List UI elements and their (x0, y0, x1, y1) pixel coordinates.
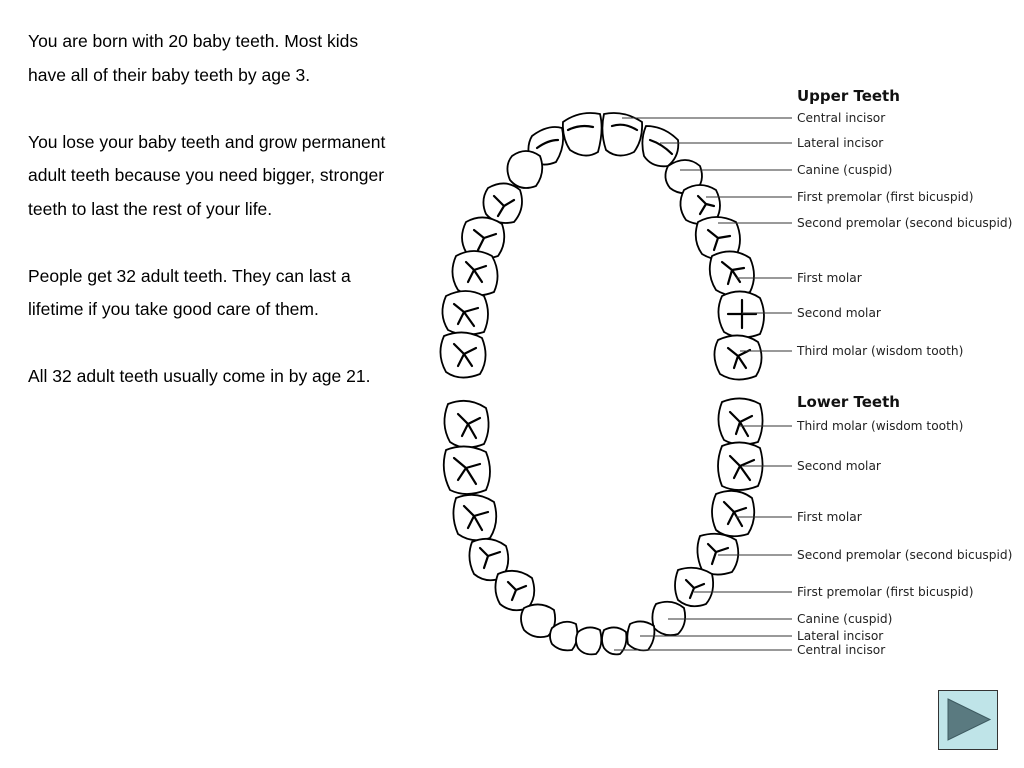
lower-label-first-premolar: First premolar (first bicuspid) (797, 585, 974, 599)
lower-label-lateral-incisor: Lateral incisor (797, 629, 884, 643)
upper-label-lateral-incisor: Lateral incisor (797, 136, 884, 150)
text-line: You lose your baby teeth and grow permanent (28, 131, 386, 152)
lower-label-first-molar: First molar (797, 510, 862, 524)
text-line: lifetime if you take good care of them. (28, 299, 319, 319)
lower-label-second-premolar: Second premolar (second bicuspid) (797, 548, 1013, 562)
text-line: People get 32 adult teeth. They can last a (28, 265, 351, 286)
upper-label-second-molar: Second molar (797, 306, 881, 320)
upper-label-first-premolar: First premolar (first bicuspid) (797, 190, 974, 204)
lower-teeth-heading: Lower Teeth (797, 393, 900, 411)
lower-label-second-molar: Second molar (797, 459, 881, 473)
upper-label-central-incisor: Central incisor (797, 111, 886, 125)
upper-teeth-heading: Upper Teeth (797, 87, 900, 105)
upper-label-first-molar: First molar (797, 271, 862, 285)
upper-label-second-premolar: Second premolar (second bicuspid) (797, 216, 1013, 230)
text-line: adult teeth because you need bigger, stronger (28, 165, 385, 185)
upper-label-third-molar: Third molar (wisdom tooth) (797, 344, 964, 358)
text-line: teeth to last the rest of your life. (28, 198, 273, 219)
text-line: have all of their baby teeth by age 3. (28, 64, 311, 85)
upper-label-canine: Canine (cuspid) (797, 163, 893, 177)
next-slide-button[interactable] (938, 690, 998, 750)
lower-teeth (444, 398, 763, 654)
upper-teeth (440, 113, 764, 380)
text-line: You are born with 20 baby teeth. Most kids (28, 31, 359, 51)
lower-label-canine: Canine (cuspid) (797, 612, 893, 626)
play-triangle-icon (939, 691, 996, 748)
lower-label-central-incisor: Central incisor (797, 643, 886, 657)
lower-label-third-molar: Third molar (wisdom tooth) (797, 419, 964, 433)
text-line: All 32 adult teeth usually come in by age 21. (28, 366, 371, 386)
